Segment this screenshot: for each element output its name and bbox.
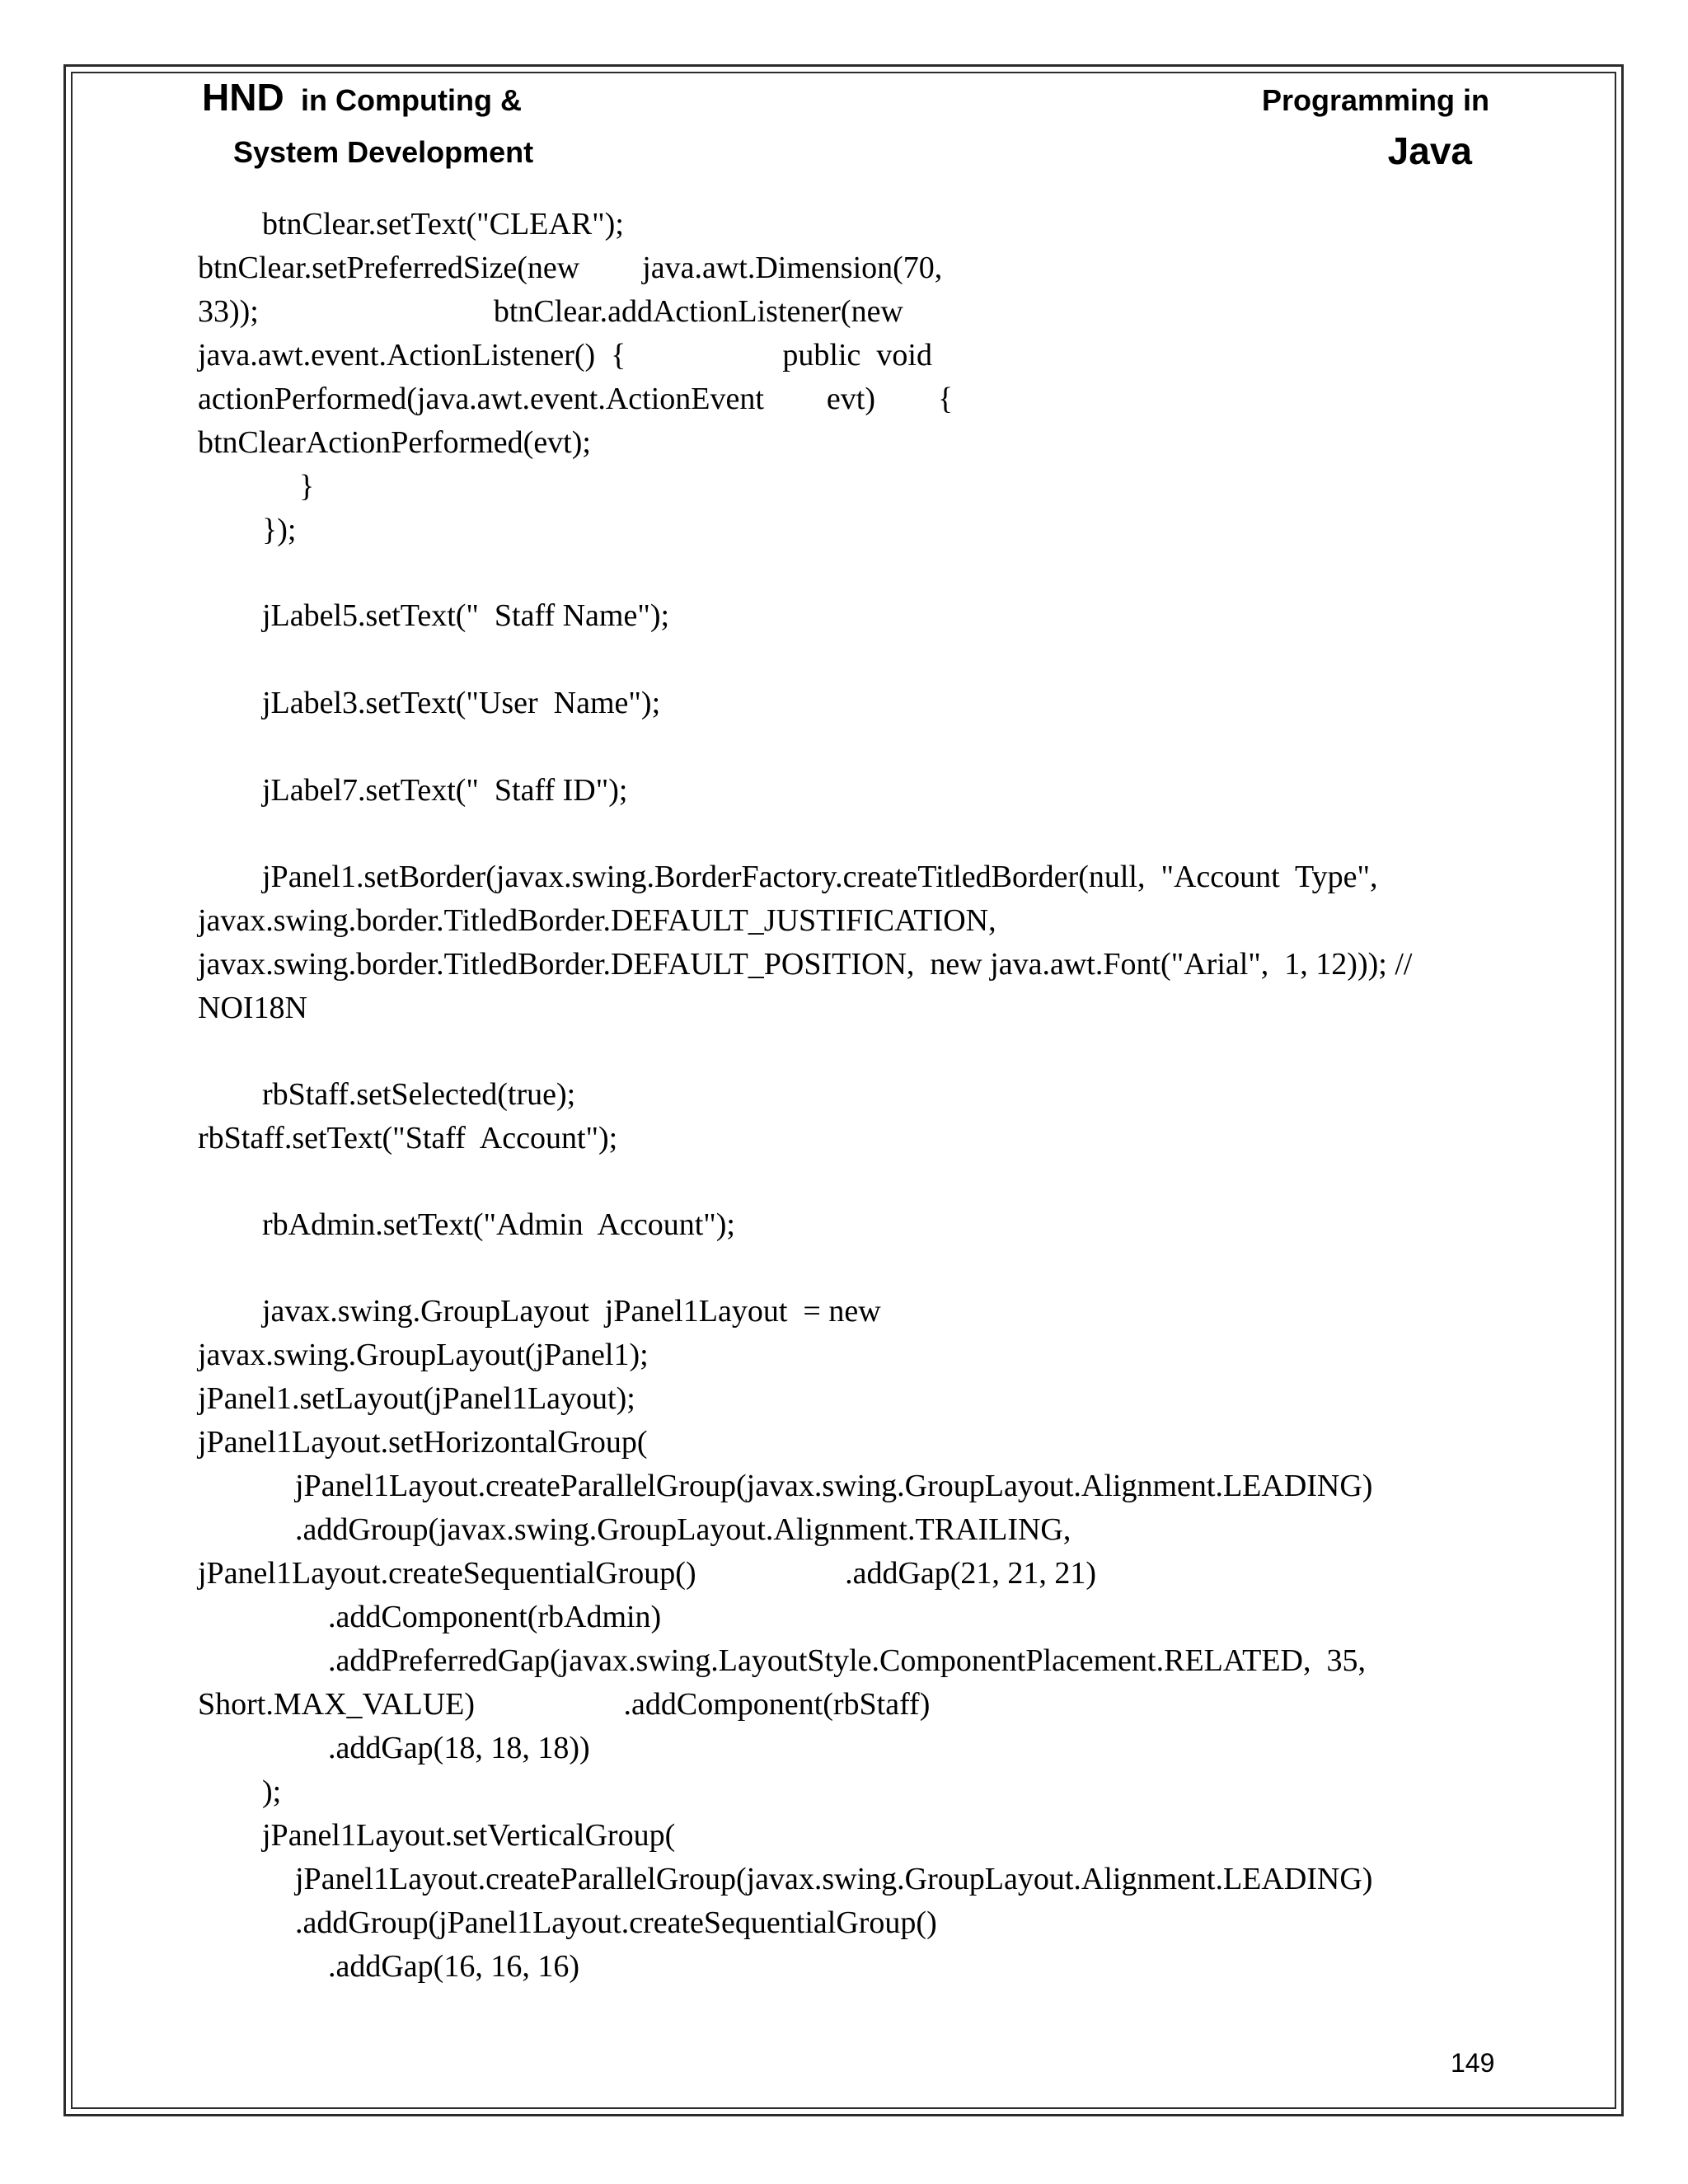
code-line: jPanel1.setLayout(jPanel1Layout); [198, 1381, 635, 1416]
code-line: .addPreferredGap(javax.swing.LayoutStyle.ComponentPlacement.RELATED, 35, [328, 1643, 1366, 1678]
header-programming-in: Programming in [1261, 83, 1489, 117]
code-line: jPanel1Layout.createParallelGroup(javax.swing.GroupLayout.Alignment.LEADING) [295, 1469, 1373, 1503]
code-line: jLabel5.setText(" Staff Name"); [262, 598, 670, 633]
code-line: actionPerformed(java.awt.event.ActionEvent evt) { [198, 382, 954, 416]
header-java: Java [1387, 129, 1472, 172]
code-line: jPanel1.setBorder(javax.swing.BorderFactory.createTitledBorder(null, "Account Type", [262, 860, 1378, 894]
page-number: 149 [1451, 2048, 1495, 2078]
code-line: jLabel3.setText("User Name"); [262, 686, 661, 720]
code-line: .addComponent(rbAdmin) [328, 1600, 662, 1634]
header-in-computing: in Computing & [301, 83, 522, 117]
code-line: javax.swing.border.TitledBorder.DEFAULT_JUSTIFICATION, [198, 903, 996, 938]
code-line: btnClear.setPreferredSize(new java.awt.Dimension(70, [198, 251, 943, 285]
header-system-development: System Development [233, 135, 534, 169]
code-line: btnClear.setText("CLEAR"); [262, 207, 624, 241]
code-line: .addGroup(javax.swing.GroupLayout.Alignment.TRAILING, [295, 1512, 1071, 1547]
code-line: javax.swing.border.TitledBorder.DEFAULT_POSITION, new java.awt.Font("Arial", 1, 12))); // [198, 947, 1413, 982]
code-line: jPanel1Layout.setVerticalGroup( [262, 1818, 676, 1853]
code-line: btnClearActionPerformed(evt); [198, 425, 591, 460]
header-hnd: HND [202, 76, 284, 119]
code-line: rbStaff.setSelected(true); [262, 1077, 576, 1112]
code-line: jLabel7.setText(" Staff ID"); [262, 773, 628, 808]
code-line: java.awt.event.ActionListener() { public void [198, 338, 932, 373]
code-line: }); [262, 513, 297, 547]
code-line: } [299, 469, 315, 504]
code-line: javax.swing.GroupLayout jPanel1Layout = new [262, 1294, 881, 1329]
code-line: jPanel1Layout.createSequentialGroup() .addGap(21, 21, 21) [198, 1556, 1097, 1591]
code-line: jPanel1Layout.createParallelGroup(javax.swing.GroupLayout.Alignment.LEADING) [295, 1862, 1373, 1896]
code-line: ); [262, 1774, 282, 1809]
code-line: .addGap(16, 16, 16) [328, 1949, 579, 1984]
code-line: NOI18N [198, 991, 307, 1025]
code-line: jPanel1Layout.setHorizontalGroup( [198, 1425, 648, 1460]
code-line: 33)); btnClear.addActionListener(new [198, 294, 903, 329]
code-line: Short.MAX_VALUE) .addComponent(rbStaff) [198, 1687, 931, 1722]
code-line: rbStaff.setText("Staff Account"); [198, 1121, 618, 1155]
code-line: .addGroup(jPanel1Layout.createSequentialGroup() [295, 1905, 937, 1940]
code-line: .addGap(18, 18, 18)) [328, 1731, 590, 1765]
code-line: javax.swing.GroupLayout(jPanel1); [198, 1338, 649, 1372]
code-line: rbAdmin.setText("Admin Account"); [262, 1207, 735, 1242]
